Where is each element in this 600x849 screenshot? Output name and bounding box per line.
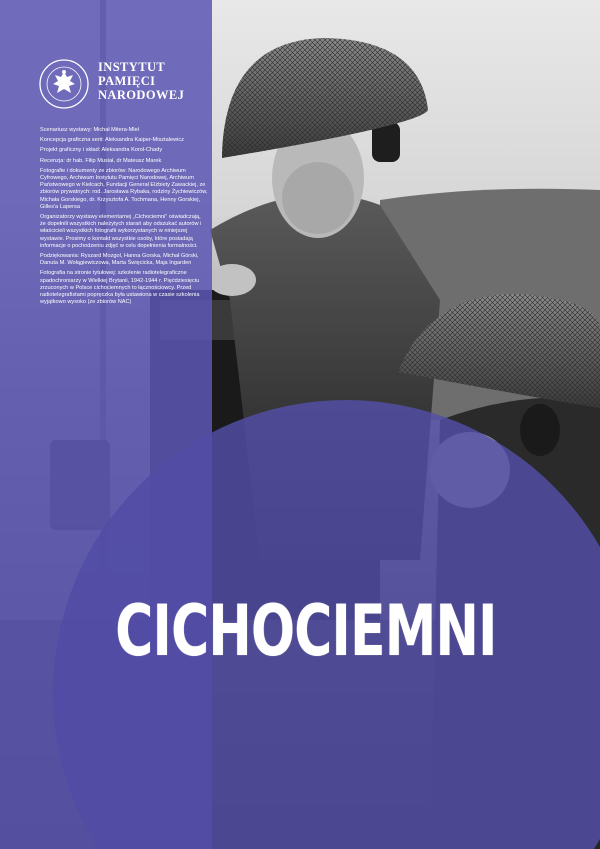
eagle-emblem-icon: [38, 58, 90, 110]
logo-line-3: NARODOWEJ: [98, 88, 185, 102]
credit-cover-photo: Fotografia na stronie tytułowej: szkolenie radiotelegraficzne spadochroniarzy w Wielkiej Brytanii, 1942-1944 r. Pięćdziesięciu zrzuconych w Polsce cichociemnych to łącznościowcy. Przed radiotelegrafistami popręczka była ustawiona w czasie szkolenia wyjątkowo wysoko (ze zbiorów NAC): [40, 270, 200, 306]
credit-sources: Fotografie i dokumenty ze zbiorów: Narodowego Archiwum Cyfrowego, Archiwum Instytutu Pamięci Narodowej, Archiwum Państwowego w Kielcach, Fundacji Generał Elżbiety Zawackiej, ze zbiorów prywatnych: rod. Jarosława Rybaka, rodziny Żychiewiczów, Michała Gorskiego, dr. Krzysztofa A. Tochmana, Henny Gorskiej, Gilles'a Lapersa: [40, 167, 208, 210]
institution-name: [98, 60, 184, 102]
credit-series-design: Koncepcja graficzna serii: Aleksandra Kaiper-Misztalewicz: [40, 137, 184, 144]
credit-scenario: Scenariusz wystawy: Michał Mitera-Mleł: [40, 127, 139, 133]
credits-text: [40, 127, 208, 309]
credit-graphic-design: Projekt graficzny i skład: Aleksandra Korol-Chady: [40, 147, 163, 154]
exhibition-title: CICHOCIEMNI: [115, 590, 497, 672]
credit-organizers-note: Organizatorzy wystawy elementarnej „Cichociemni” oświadczają, że dopełnili wszystkich należytych starań aby odszukać autorów i właścicieli wszystkich fotografii wykorzystanych w niniejszej wystawie. Prosimy o kontakt wszystkie osoby, które posiadają informacje o pochodzeniu zdjęć w celu dopełnienia formalności.: [40, 214, 202, 249]
credit-review: Recenzja: dr hab. Filip Musiał, dr Mateusz Marek: [40, 157, 162, 164]
logo-line-2: PAMIĘCI: [98, 74, 156, 88]
ipn-logo: [38, 58, 184, 110]
logo-line-1: INSTYTUT: [98, 60, 166, 74]
credit-thanks: Podziękowania: Ryszard Mozgol, Hanna Gorska, Michał Górski, Danuta M. Wołągiewiczowa, Marta Święcicka, Maja Ingarden: [40, 253, 199, 267]
